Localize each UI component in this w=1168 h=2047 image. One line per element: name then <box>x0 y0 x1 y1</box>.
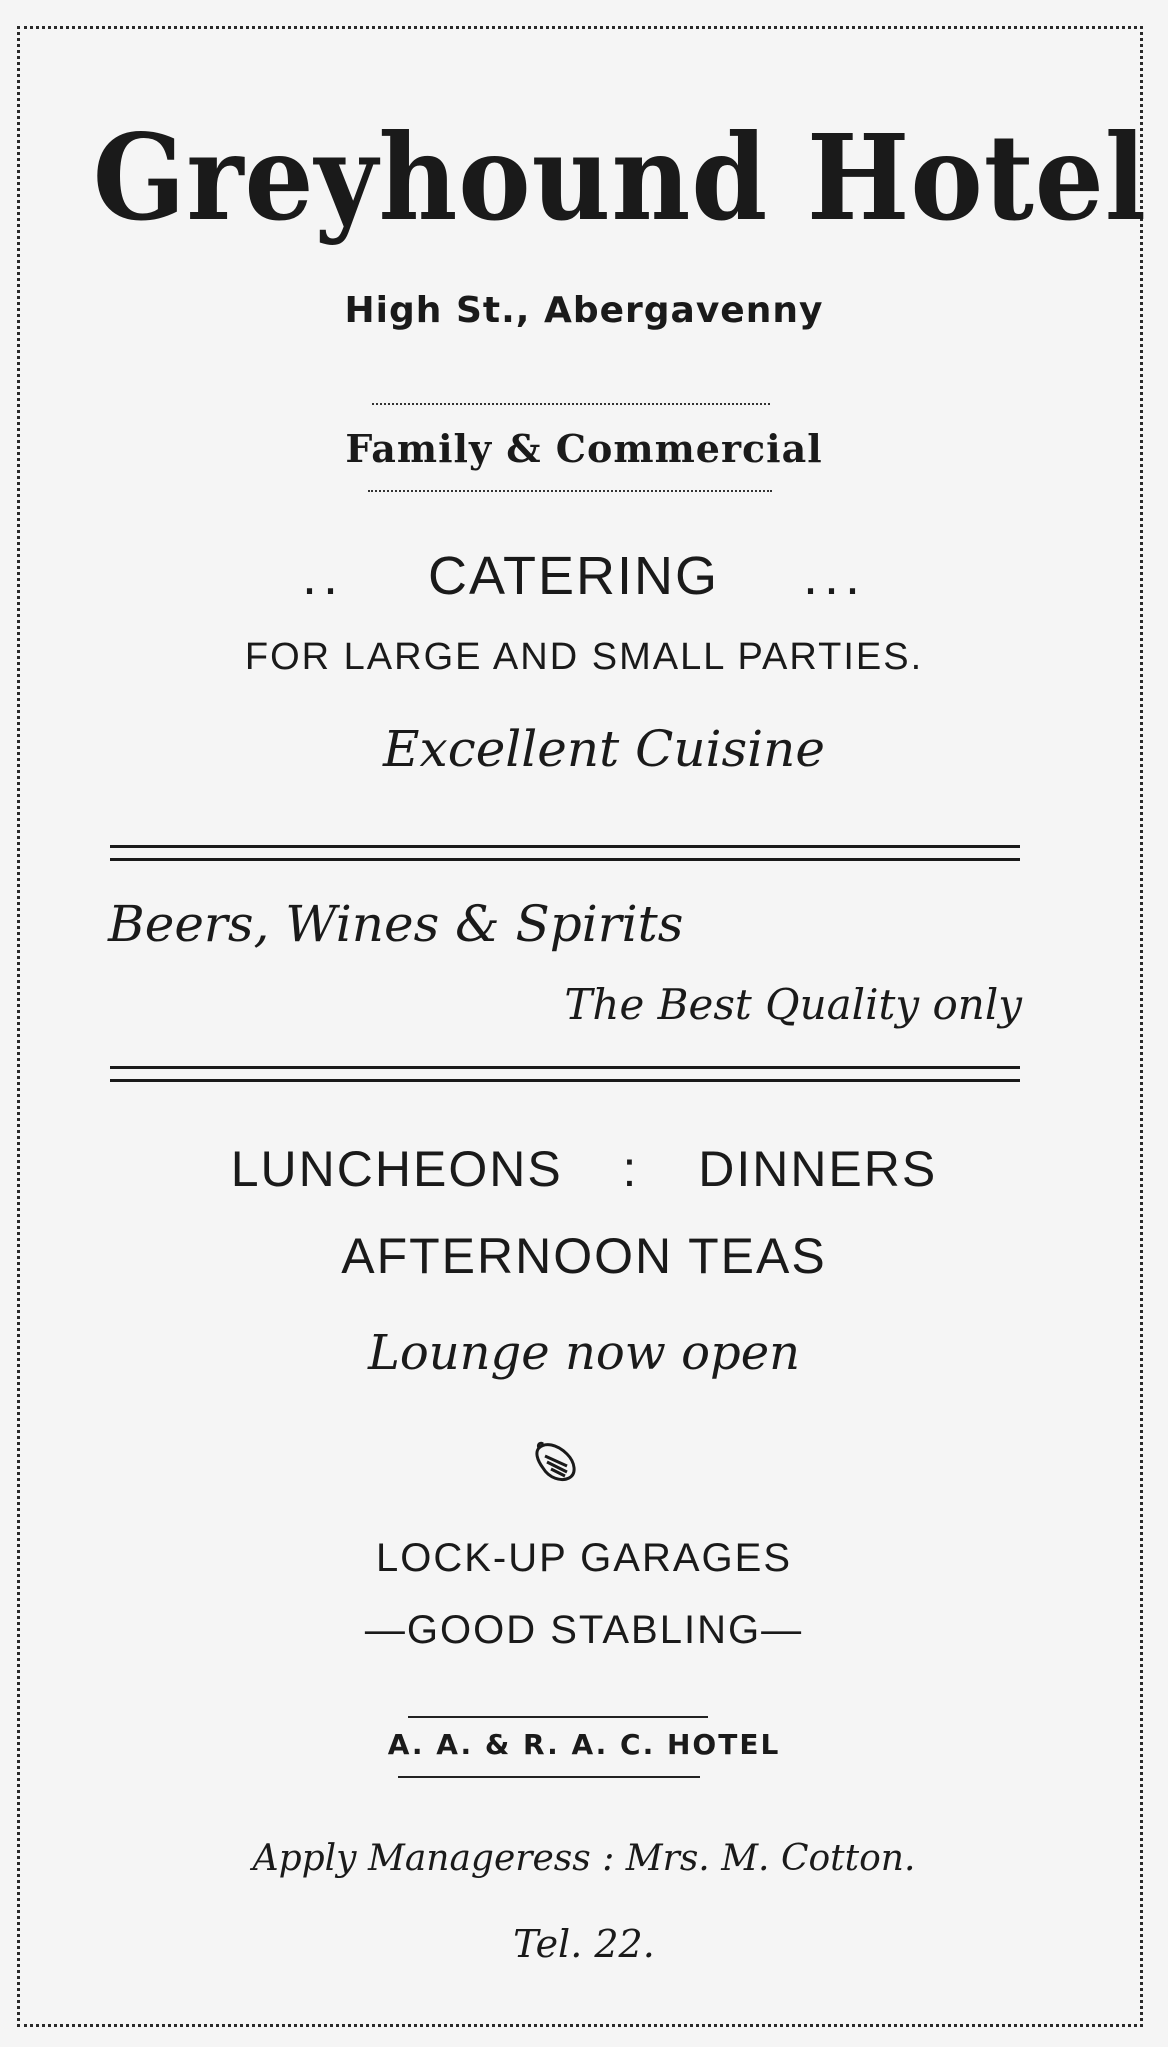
hotel-type: Family & Commercial <box>345 426 823 471</box>
double-rule-lower-1 <box>110 1066 1020 1069</box>
hotel-address: High St., Abergavenny <box>344 290 824 331</box>
hotel-name: Greyhound Hotel <box>92 108 1147 247</box>
catering-heading: CATERING <box>427 546 719 606</box>
double-rule-upper-2 <box>110 858 1020 861</box>
cuisine-tagline: Excellent Cuisine <box>383 720 825 778</box>
garages-line: LOCK-UP GARAGES <box>375 1536 793 1580</box>
lounge-notice: Lounge now open <box>367 1325 801 1381</box>
stabling-line: —GOOD STABLING— <box>364 1608 804 1652</box>
dotted-divider-bottom <box>368 490 772 492</box>
dinners-label: DINNERS <box>698 1141 938 1197</box>
meals-line-1 <box>0 1140 1168 1198</box>
shell-ornament-icon <box>533 1440 579 1482</box>
rating-rule-top <box>408 1716 708 1718</box>
afternoon-teas: AFTERNOON TEAS <box>341 1228 827 1284</box>
drinks-tagline: The Best Quality only <box>564 980 1022 1029</box>
catering-left-dots: .. <box>301 546 344 606</box>
meals-separator: : <box>622 1141 639 1197</box>
manageress-contact: Apply Manageress : Mrs. M. Cotton. <box>252 1838 916 1879</box>
telephone-number: Tel. 22. <box>513 1922 655 1966</box>
rating-rule-bottom <box>398 1776 700 1778</box>
catering-right-dots: ... <box>803 546 867 606</box>
catering-subheading: FOR LARGE AND SMALL PARTIES. <box>244 636 924 678</box>
luncheons-label: LUNCHEONS <box>230 1141 563 1197</box>
rating-badge: A. A. & R. A. C. HOTEL <box>387 1728 781 1761</box>
double-rule-lower-2 <box>110 1079 1020 1082</box>
dotted-divider-top <box>372 403 770 405</box>
double-rule-upper-1 <box>110 845 1020 848</box>
catering-heading-row <box>0 545 1168 607</box>
drinks-heading: Beers, Wines & Spirits <box>108 895 684 953</box>
